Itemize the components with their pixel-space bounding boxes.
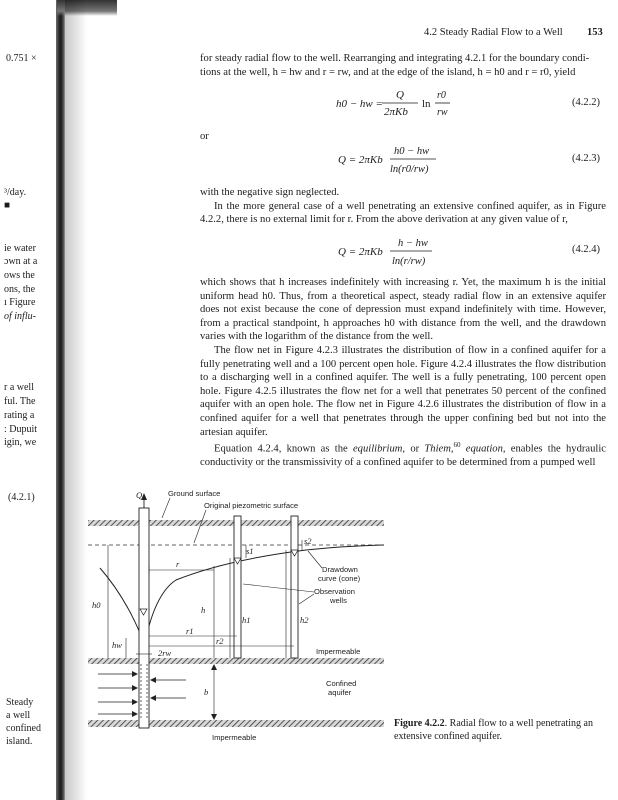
arrowhead bbox=[211, 714, 217, 720]
label-r: r bbox=[176, 559, 180, 569]
left-fragment: ons, the bbox=[4, 284, 36, 295]
equation-4-2-4 bbox=[338, 232, 458, 274]
label-drawdown: curve (cone) bbox=[318, 574, 361, 583]
pumping-well bbox=[139, 508, 149, 728]
equation-lhs: Q = 2πKb bbox=[338, 154, 383, 166]
paragraph-4: The flow net in Figure 4.2.3 illustrates the distribution of flow in a confined aquifer for a fully penetrating well and a 100 percent open hole. Figure 4.2.4 illustrates the flow distribution to a discharging well in a confined aquifer. The well is a fully penetrating, 100 percent open hole. Figure 4.2.5 illustrates the flow net for a well that penetrates 50 percent of the confined aquifer with an open hole. The flow net in Figure 4.2.6 illustrates the distribution of flow in a confined aquifer for a well that penetrates through the upper confining bed but not into the artesian aquifer. bbox=[200, 344, 606, 438]
paragraph-5 bbox=[200, 439, 606, 470]
term-thiem: Thiem, bbox=[424, 443, 454, 455]
equation-4-2-2 bbox=[336, 84, 456, 124]
equation-denominator: 2πKb bbox=[384, 106, 408, 118]
equation-4-2-4-svg bbox=[338, 232, 458, 274]
leader-line bbox=[243, 584, 314, 592]
label-h2: h2 bbox=[300, 615, 309, 625]
equation-numerator: h − hw bbox=[398, 238, 428, 249]
left-fragment: ful. The bbox=[4, 396, 36, 407]
label-h1: h1 bbox=[242, 615, 251, 625]
left-fragment: igin, we bbox=[4, 437, 37, 448]
body-paragraphs bbox=[200, 276, 606, 470]
impermeable-layer-bottom bbox=[88, 720, 384, 727]
or-text: or bbox=[200, 131, 209, 142]
leader-line bbox=[299, 594, 314, 604]
leader-line bbox=[162, 498, 170, 518]
running-title: 4.2 Steady Radial Flow to a Well bbox=[424, 27, 563, 38]
left-fragment: a well bbox=[6, 710, 31, 721]
negative-sign-note: with the negative sign neglected. bbox=[200, 187, 340, 198]
label-r1: r1 bbox=[186, 626, 194, 636]
figure-caption bbox=[394, 718, 604, 743]
label-hw: hw bbox=[112, 640, 122, 650]
observation-well-2 bbox=[291, 516, 298, 658]
left-fragment: ı Figure bbox=[4, 297, 36, 308]
leader-line bbox=[194, 510, 206, 543]
left-fragment-square: ■ bbox=[4, 200, 11, 211]
caption-label: Figure 4.2.2 bbox=[394, 718, 445, 729]
equation-4-2-3-svg bbox=[338, 140, 458, 182]
left-fragment: r a well bbox=[4, 382, 34, 393]
paragraph-5-text: or bbox=[405, 443, 425, 455]
label-original-piezometric: Original piezometric surface bbox=[204, 501, 299, 510]
label-ground-surface: Ground surface bbox=[168, 489, 221, 498]
paragraph-1 bbox=[200, 52, 606, 79]
figure-4-2-2 bbox=[86, 488, 386, 755]
left-fragment: island. bbox=[6, 736, 33, 747]
label-s1: s1 bbox=[246, 546, 254, 556]
label-confined: Confined bbox=[326, 679, 357, 688]
label-b: b bbox=[204, 687, 209, 697]
label-observation: wells bbox=[330, 596, 347, 605]
equation-numerator: h0 − hw bbox=[394, 146, 430, 157]
figure-diagram bbox=[86, 488, 386, 750]
paragraph-1-line-2: tions at the well, h = hw and r = rw, and at the edge of the island, h = h0 and r = r0, yield bbox=[200, 66, 576, 78]
label-h: h bbox=[201, 605, 206, 615]
paragraph-2-text: In the more general case of a well penetrating an extensive confined aquifer, as in Figure 4.2.2, there is no external limit for r. From the above derivation at any given value of r, bbox=[200, 200, 606, 226]
paragraph-3: which shows that h increases indefinitely with increasing r. Yet, the maximum h is the initial uniform head h0. Thus, from a theoretical aspect, steady radial flow in an extensive aquifer does not exist because the cone of depression must expand indefinitely with time. However, from a practical standpoint, h approaches h0 with distance from the well, and the drawdown varies with the logarithm of the distance from the well. bbox=[200, 277, 606, 343]
equation-numerator: Q bbox=[396, 89, 404, 101]
left-fragment: ows the bbox=[4, 270, 35, 281]
equation-4-2-2-svg bbox=[336, 84, 456, 124]
equation-inner-numerator: r0 bbox=[437, 90, 446, 101]
equation-number: (4.2.2) bbox=[572, 97, 600, 108]
equation-function: ln bbox=[422, 98, 431, 110]
label-2rw: 2rw bbox=[158, 648, 172, 658]
label-confined: aquifer bbox=[328, 688, 352, 697]
label-Q: Q bbox=[136, 490, 143, 500]
label-observation: Observation bbox=[314, 587, 355, 596]
observation-well-1 bbox=[234, 516, 241, 658]
caption-separator: . bbox=[444, 718, 450, 729]
left-fragment: of influ- bbox=[4, 311, 36, 322]
book-spine bbox=[56, 0, 65, 800]
equation-denominator: ln(r/rw) bbox=[392, 256, 426, 267]
label-h0: h0 bbox=[92, 600, 101, 610]
term-equation: equation, bbox=[460, 443, 506, 455]
left-fragment: Steady bbox=[6, 697, 34, 708]
left-fragment: ³/day. bbox=[4, 187, 27, 198]
paragraph-5-text: enables the hydraulic conductivity or the transmissivity of a confined aquifer to be determined from a pumped well bbox=[200, 443, 607, 469]
left-fragment: 0.751 × bbox=[6, 53, 37, 64]
left-equation-number: (4.2.1) bbox=[8, 492, 35, 503]
left-fragment: confined bbox=[6, 723, 41, 734]
equation-lhs: Q = 2πKb bbox=[338, 246, 383, 258]
label-r2: r2 bbox=[216, 636, 224, 646]
label-impermeable-top: Impermeable bbox=[316, 647, 361, 656]
equation-denominator: ln(r0/rw) bbox=[390, 164, 429, 175]
term-equilibrium: equilibrium, bbox=[352, 443, 406, 455]
leader-line bbox=[308, 551, 322, 568]
left-fragment: ɔwn at a bbox=[4, 256, 38, 267]
equation-lhs: h0 − hw = bbox=[336, 98, 383, 110]
left-fragment: rating a bbox=[4, 410, 35, 421]
left-fragment: ie water bbox=[4, 243, 36, 254]
arrowhead bbox=[211, 664, 217, 670]
label-s2: s2 bbox=[304, 536, 312, 546]
paragraph-2 bbox=[200, 186, 606, 227]
equation-inner-denominator: rw bbox=[437, 107, 448, 118]
impermeable-layer-top bbox=[88, 658, 384, 664]
equation-4-2-3 bbox=[338, 140, 458, 182]
footnote-ref: 60 bbox=[453, 441, 461, 450]
equation-number: (4.2.3) bbox=[572, 153, 600, 164]
equation-number: (4.2.4) bbox=[572, 244, 600, 255]
page-number: 153 bbox=[587, 27, 603, 38]
paragraph-1-line-1: for steady radial flow to the well. Rearranging and integrating 4.2.1 for the boundary condi- bbox=[200, 53, 590, 64]
paragraph-5-text: Equation 4.2.4, known as the bbox=[214, 443, 353, 455]
gutter-shadow bbox=[65, 0, 87, 800]
label-drawdown: Drawdown bbox=[322, 565, 358, 574]
caption-text: Radial flow to a well penetrating an extensive confined aquifer. bbox=[394, 718, 593, 742]
label-impermeable-bottom: Impermeable bbox=[212, 733, 257, 742]
left-fragment: : Dupuit bbox=[4, 424, 38, 435]
